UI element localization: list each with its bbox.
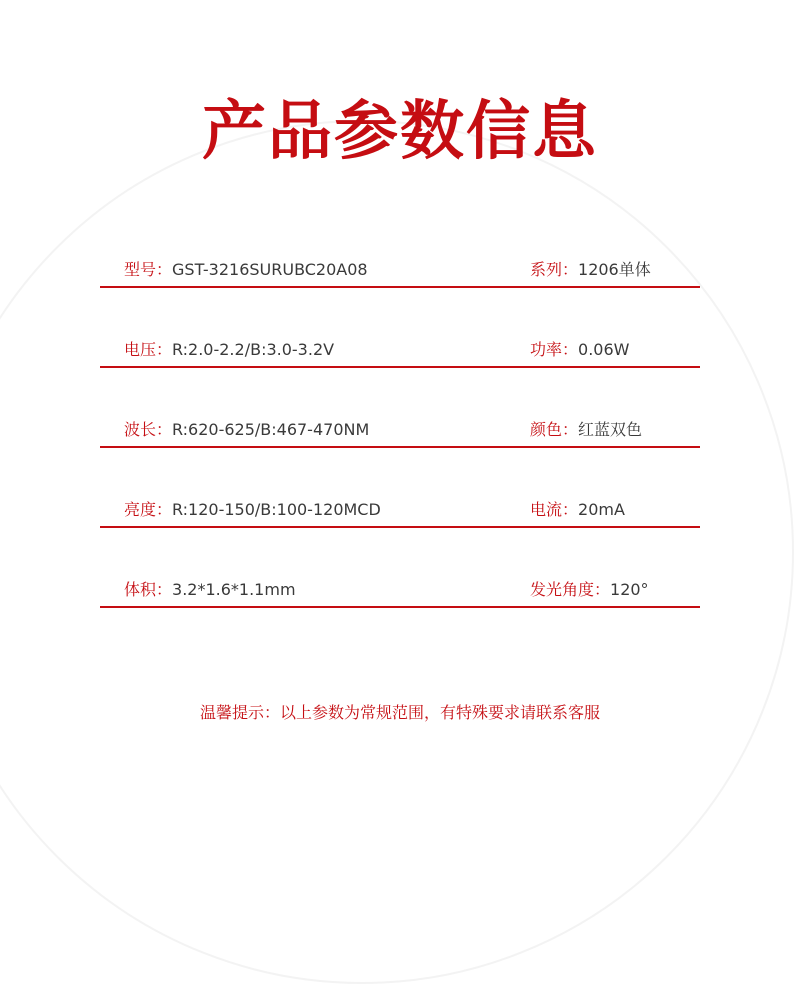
spec-voltage [124, 340, 334, 360]
spec-angle [530, 580, 649, 600]
spec-label: 发光角度： [530, 580, 611, 599]
spec-value: R:120-150/B:100-120MCD [172, 500, 381, 519]
spec-current [530, 500, 625, 520]
spec-color [530, 420, 642, 440]
page-title: 产品参数信息 [202, 94, 598, 169]
spec-model [124, 260, 368, 280]
spec-row-model [100, 252, 700, 288]
spec-label: 电流： [530, 500, 579, 519]
spec-value: 20mA [578, 500, 625, 519]
spec-label: 型号： [124, 260, 173, 279]
spec-size [124, 580, 296, 600]
spec-value: 1206单体 [578, 260, 651, 279]
spec-value: 红蓝双色 [578, 420, 643, 439]
spec-table [100, 252, 700, 652]
spec-value: GST-3216SURUBC20A08 [172, 260, 368, 279]
spec-value: 0.06W [578, 340, 630, 359]
spec-row-voltage [100, 332, 700, 368]
spec-label: 颜色： [530, 420, 579, 439]
spec-row-size [100, 572, 700, 608]
spec-row-brightness [100, 492, 700, 528]
spec-wavelength [124, 420, 369, 440]
spec-label: 亮度： [124, 500, 173, 519]
spec-label: 功率： [530, 340, 579, 359]
spec-series [530, 260, 651, 280]
spec-value: R:2.0-2.2/B:3.0-3.2V [172, 340, 335, 359]
spec-label: 波长： [124, 420, 173, 439]
spec-value: 3.2*1.6*1.1mm [172, 580, 296, 599]
spec-brightness [124, 500, 381, 520]
warm-tip-note: 温馨提示：以上参数为常规范围，有特殊要求请联系客服 [199, 703, 600, 722]
spec-power [530, 340, 629, 360]
spec-label: 电压： [124, 340, 173, 359]
spec-label: 体积： [124, 580, 173, 599]
spec-label: 系列： [530, 260, 579, 279]
spec-value: R:620-625/B:467-470NM [172, 420, 370, 439]
spec-value: 120° [610, 580, 649, 599]
spec-row-wavelength [100, 412, 700, 448]
